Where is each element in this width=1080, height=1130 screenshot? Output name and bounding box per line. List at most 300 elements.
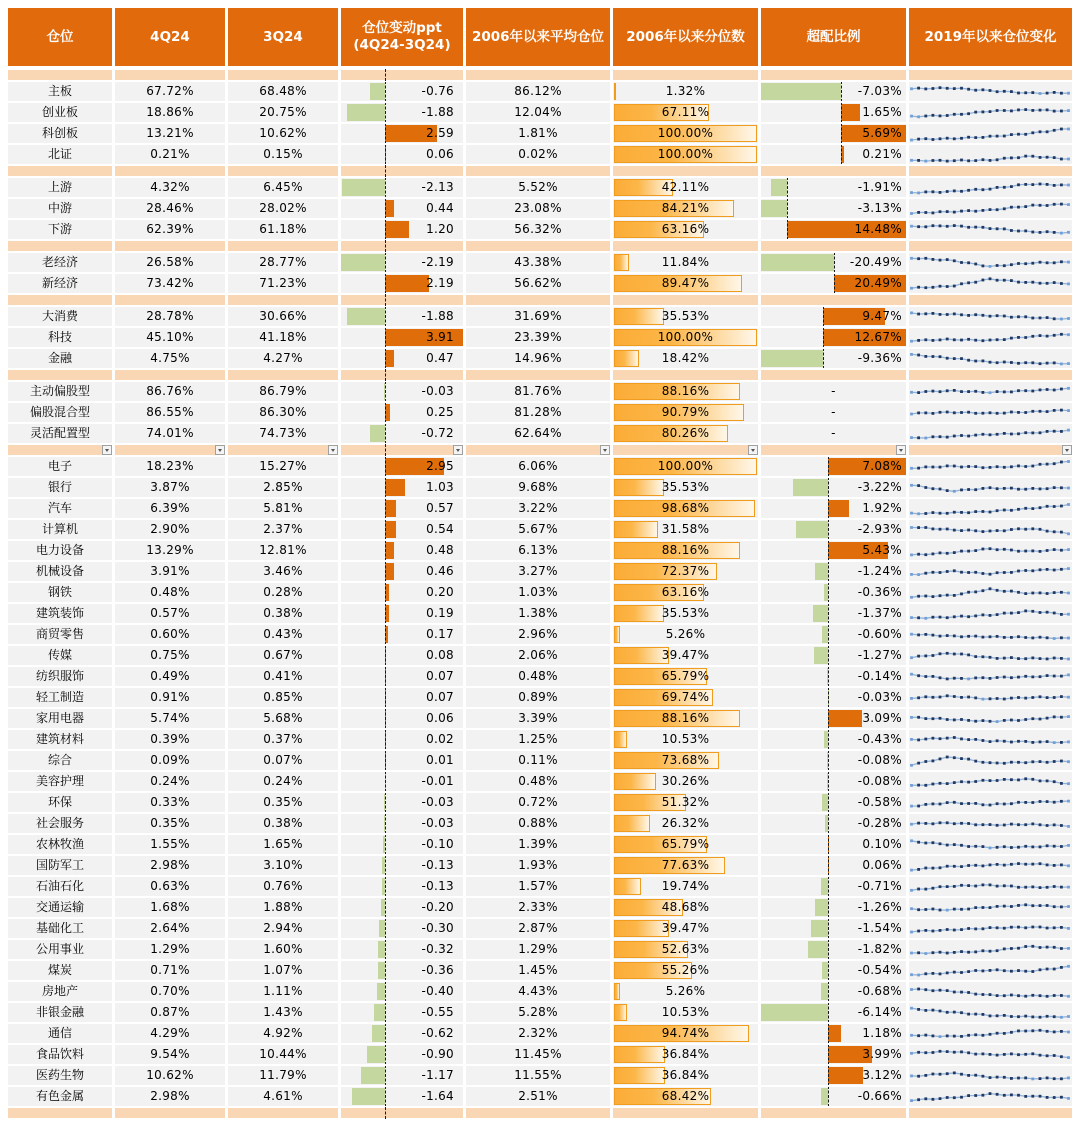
q3-value: 0.24% [228, 772, 338, 791]
separator-cell [8, 1108, 112, 1118]
change-value: 0.06 [426, 147, 454, 161]
change-cell [341, 457, 463, 476]
zero-axis [828, 751, 829, 770]
row-label: 有色金属 [8, 1087, 112, 1106]
change-cell [341, 877, 463, 896]
separator-cell [115, 70, 225, 80]
col-header-average: 2006年以来平均仓位 [466, 8, 610, 66]
separator-cell [8, 295, 112, 305]
zero-axis [385, 103, 386, 122]
overweight-value: 14.48% [854, 222, 902, 236]
percentile-value: 51.32% [661, 795, 710, 809]
q3-value: 0.07% [228, 751, 338, 770]
zero-axis [828, 646, 829, 665]
percentile-cell [613, 625, 758, 644]
change-cell [341, 961, 463, 980]
zero-axis [828, 877, 829, 896]
sparkline [909, 520, 1072, 539]
row-label: 机械设备 [8, 562, 112, 581]
row-label: 大消费 [8, 307, 112, 326]
overweight-value: -0.14% [857, 669, 902, 683]
percentile-value: 30.26% [661, 774, 710, 788]
q3-value: 0.76% [228, 877, 338, 896]
sparkline [909, 541, 1072, 560]
change-cell [341, 751, 463, 770]
q4-value: 73.42% [115, 274, 225, 293]
zero-axis [385, 793, 386, 812]
q4-value: 4.29% [115, 1024, 225, 1043]
change-value: -0.55 [421, 1005, 454, 1019]
sparkline-cell [909, 688, 1072, 707]
table-row [8, 856, 1072, 875]
q3-value: 0.28% [228, 583, 338, 602]
row-label: 下游 [8, 220, 112, 239]
change-cell [341, 793, 463, 812]
percentile-bar [614, 731, 627, 748]
change-cell [341, 583, 463, 602]
filter-button[interactable] [1062, 445, 1072, 455]
row-label: 食品饮料 [8, 1045, 112, 1064]
q3-value: 28.77% [228, 253, 338, 272]
percentile-value: 100.00% [657, 126, 714, 140]
filter-button[interactable] [896, 445, 906, 455]
percentile-cell [613, 709, 758, 728]
overweight-value: 1.65% [862, 105, 902, 119]
percentile-cell [613, 103, 758, 122]
sparkline-cell [909, 583, 1072, 602]
change-cell [341, 688, 463, 707]
row-label: 金融 [8, 349, 112, 368]
change-value: 0.19 [426, 606, 454, 620]
percentile-value: 11.84% [661, 255, 710, 269]
row-label: 钢铁 [8, 583, 112, 602]
zero-axis [385, 328, 386, 347]
percentile-value: 80.26% [661, 426, 710, 440]
q3-value: 4.61% [228, 1087, 338, 1106]
overweight-value: -9.36% [857, 351, 902, 365]
sparkline-cell [909, 1045, 1072, 1064]
overweight-value: 1.92% [862, 501, 902, 515]
separator-cell [761, 370, 906, 380]
change-value: -0.90 [421, 1047, 454, 1061]
sparkline-cell [909, 274, 1072, 293]
overweight-bar [828, 500, 849, 517]
sparkline-cell [909, 178, 1072, 197]
avg-value: 1.03% [466, 583, 610, 602]
overweight-cell [761, 478, 906, 497]
change-cell [341, 730, 463, 749]
separator-cell [466, 241, 610, 251]
table-row [8, 178, 1072, 197]
q3-value: 74.73% [228, 424, 338, 443]
overweight-cell [761, 793, 906, 812]
overweight-cell [761, 772, 906, 791]
row-label: 老经济 [8, 253, 112, 272]
table-row [8, 82, 1072, 101]
percentile-cell [613, 520, 758, 539]
zero-axis [385, 294, 386, 306]
percentile-value: 89.47% [661, 276, 710, 290]
avg-value: 56.32% [466, 220, 610, 239]
row-label: 环保 [8, 793, 112, 812]
overweight-cell [761, 982, 906, 1001]
q4-value: 0.48% [115, 583, 225, 602]
separator-cell [341, 445, 463, 455]
percentile-cell [613, 382, 758, 401]
q4-value: 0.60% [115, 625, 225, 644]
overweight-bar [828, 710, 862, 727]
q4-value: 13.21% [115, 124, 225, 143]
change-value: -0.10 [421, 837, 454, 851]
change-value: -2.19 [421, 255, 454, 269]
percentile-cell [613, 541, 758, 560]
sparkline [909, 457, 1072, 476]
change-value: 0.01 [426, 753, 454, 767]
avg-value: 0.72% [466, 793, 610, 812]
table-row [8, 424, 1072, 443]
filter-button[interactable] [102, 445, 112, 455]
sparkline-cell [909, 478, 1072, 497]
overweight-cell [761, 145, 906, 164]
sparkline [909, 730, 1072, 749]
table-row [8, 403, 1072, 422]
filter-button[interactable] [215, 445, 225, 455]
zero-axis [385, 1045, 386, 1064]
overweight-cell [761, 82, 906, 101]
zero-axis [385, 1087, 386, 1106]
sparkline [909, 982, 1072, 1001]
avg-value: 2.96% [466, 625, 610, 644]
change-cell [341, 709, 463, 728]
table-row [8, 793, 1072, 812]
zero-axis [385, 1066, 386, 1085]
overweight-value: -0.36% [857, 585, 902, 599]
q4-value: 18.86% [115, 103, 225, 122]
overweight-cell [761, 898, 906, 917]
table-body [8, 70, 1072, 1118]
zero-axis [385, 478, 386, 497]
sparkline [909, 625, 1072, 644]
q4-value: 74.01% [115, 424, 225, 443]
table-row [8, 835, 1072, 854]
table-row [8, 1024, 1072, 1043]
zero-axis [828, 562, 829, 581]
percentile-bar [614, 521, 658, 538]
change-value: -0.13 [421, 879, 454, 893]
percentile-cell [613, 424, 758, 443]
percentile-cell [613, 919, 758, 938]
change-value: -0.13 [421, 858, 454, 872]
sparkline [909, 124, 1072, 143]
zero-axis [385, 444, 386, 456]
change-cell [341, 424, 463, 443]
q4-value: 3.87% [115, 478, 225, 497]
row-label: 农林牧渔 [8, 835, 112, 854]
change-bar [361, 1067, 384, 1084]
zero-axis [385, 240, 386, 252]
change-value: 0.44 [426, 201, 454, 215]
zero-axis [823, 349, 824, 368]
percentile-cell [613, 856, 758, 875]
change-cell [341, 940, 463, 959]
zero-axis [828, 898, 829, 917]
overweight-bar [796, 521, 828, 538]
overweight-value: 1.18% [862, 1026, 902, 1040]
percentile-value: 5.26% [665, 627, 706, 641]
overweight-value: -0.71% [857, 879, 902, 893]
overweight-cell [761, 688, 906, 707]
sparkline [909, 382, 1072, 401]
avg-value: 5.67% [466, 520, 610, 539]
percentile-bar [614, 350, 639, 367]
sparkline [909, 604, 1072, 623]
percentile-value: 52.63% [661, 942, 710, 956]
separator-cell [8, 70, 112, 80]
percentile-bar [614, 647, 669, 664]
overweight-cell [761, 103, 906, 122]
zero-axis [385, 145, 386, 164]
group-separator [8, 241, 1072, 251]
zero-axis [828, 919, 829, 938]
change-value: -2.13 [421, 180, 454, 194]
zero-axis [385, 751, 386, 770]
avg-value: 1.57% [466, 877, 610, 896]
sparkline-cell [909, 793, 1072, 812]
change-cell [341, 919, 463, 938]
separator-cell [466, 445, 610, 455]
change-bar [385, 563, 394, 580]
chevron-down-icon [751, 449, 755, 452]
filter-button[interactable] [748, 445, 758, 455]
change-cell [341, 646, 463, 665]
change-cell [341, 220, 463, 239]
table-row [8, 919, 1072, 938]
zero-axis [385, 1024, 386, 1043]
q3-value: 5.68% [228, 709, 338, 728]
sparkline [909, 424, 1072, 443]
overweight-value: -0.43% [857, 732, 902, 746]
overweight-value: -0.03% [857, 690, 902, 704]
q4-value: 4.75% [115, 349, 225, 368]
overweight-cell [761, 220, 906, 239]
separator-cell [115, 295, 225, 305]
percentile-cell [613, 457, 758, 476]
zero-axis [385, 730, 386, 749]
sparkline-cell [909, 82, 1072, 101]
group-separator [8, 166, 1072, 176]
zero-axis [385, 307, 386, 326]
percentile-value: 19.74% [661, 879, 710, 893]
zero-axis [828, 604, 829, 623]
change-cell [341, 403, 463, 422]
separator-cell [228, 295, 338, 305]
row-label: 主动偏股型 [8, 382, 112, 401]
zero-axis [828, 457, 829, 476]
zero-axis [385, 982, 386, 1001]
q4-value: 2.64% [115, 919, 225, 938]
filter-button[interactable] [328, 445, 338, 455]
overweight-cell [761, 877, 906, 896]
q4-value: 0.70% [115, 982, 225, 1001]
change-value: -0.03 [421, 384, 454, 398]
table-row [8, 709, 1072, 728]
separator-cell [115, 445, 225, 455]
zero-axis [385, 382, 386, 401]
q3-value: 1.60% [228, 940, 338, 959]
row-label: 石油石化 [8, 877, 112, 896]
percentile-cell [613, 961, 758, 980]
avg-value: 1.81% [466, 124, 610, 143]
q3-value: 2.85% [228, 478, 338, 497]
zero-axis [828, 541, 829, 560]
sparkline-cell [909, 382, 1072, 401]
overweight-bar [761, 83, 841, 100]
row-label: 国防军工 [8, 856, 112, 875]
percentile-value: 67.11% [661, 105, 710, 119]
overweight-value: -0.54% [857, 963, 902, 977]
avg-value: 0.48% [466, 667, 610, 686]
avg-value: 5.28% [466, 1003, 610, 1022]
table-row [8, 898, 1072, 917]
sparkline [909, 919, 1072, 938]
avg-value: 2.33% [466, 898, 610, 917]
avg-value: 2.87% [466, 919, 610, 938]
separator-cell [761, 166, 906, 176]
zero-axis [385, 69, 386, 81]
percentile-cell [613, 307, 758, 326]
zero-axis [385, 82, 386, 101]
change-value: -1.88 [421, 309, 454, 323]
sparkline-cell [909, 145, 1072, 164]
q3-value: 2.37% [228, 520, 338, 539]
zero-axis [828, 814, 829, 833]
row-label: 煤炭 [8, 961, 112, 980]
zero-axis [787, 178, 788, 197]
avg-value: 14.96% [466, 349, 610, 368]
avg-value: 11.45% [466, 1045, 610, 1064]
change-bar [377, 983, 385, 1000]
change-value: -0.03 [421, 795, 454, 809]
zero-axis [828, 583, 829, 602]
percentile-value: 98.68% [661, 501, 710, 515]
sparkline-cell [909, 124, 1072, 143]
avg-value: 3.27% [466, 562, 610, 581]
filter-button[interactable] [600, 445, 610, 455]
change-bar [374, 1004, 385, 1021]
change-cell [341, 328, 463, 347]
sparkline-cell [909, 199, 1072, 218]
percentile-bar [614, 605, 664, 622]
q4-value: 26.58% [115, 253, 225, 272]
avg-value: 5.52% [466, 178, 610, 197]
avg-value: 6.13% [466, 541, 610, 560]
sparkline-cell [909, 499, 1072, 518]
change-value: 2.19 [426, 276, 454, 290]
q3-value: 1.11% [228, 982, 338, 1001]
change-cell [341, 349, 463, 368]
zero-axis [385, 1003, 386, 1022]
zero-axis [385, 165, 386, 177]
q3-value: 10.44% [228, 1045, 338, 1064]
table-row [8, 274, 1072, 293]
avg-value: 2.51% [466, 1087, 610, 1106]
sparkline-cell [909, 982, 1072, 1001]
percentile-cell [613, 982, 758, 1001]
change-value: 0.07 [426, 690, 454, 704]
group-separator [8, 445, 1072, 455]
percentile-cell [613, 814, 758, 833]
table-header [8, 8, 1072, 66]
row-label: 电力设备 [8, 541, 112, 560]
sparkline-cell [909, 961, 1072, 980]
zero-axis [841, 145, 842, 164]
overweight-cell [761, 541, 906, 560]
sparkline-cell [909, 520, 1072, 539]
zero-axis [828, 520, 829, 539]
change-bar [385, 221, 409, 238]
zero-axis [385, 604, 386, 623]
separator-cell [8, 445, 112, 455]
percentile-bar [614, 1067, 665, 1084]
table-row [8, 382, 1072, 401]
separator-cell [228, 1108, 338, 1118]
percentile-cell [613, 1066, 758, 1085]
q4-value: 0.87% [115, 1003, 225, 1022]
q4-value: 28.46% [115, 199, 225, 218]
change-value: -1.88 [421, 105, 454, 119]
filter-button[interactable] [453, 445, 463, 455]
avg-value: 0.48% [466, 772, 610, 791]
zero-axis [834, 274, 835, 293]
percentile-cell [613, 124, 758, 143]
chevron-down-icon [218, 449, 222, 452]
table-row [8, 457, 1072, 476]
sparkline [909, 1003, 1072, 1022]
separator-cell [228, 241, 338, 251]
table-row [8, 328, 1072, 347]
table-row [8, 307, 1072, 326]
percentile-value: 1.32% [665, 84, 706, 98]
change-value: -0.76 [421, 84, 454, 98]
overweight-bar [761, 254, 834, 271]
zero-axis [385, 940, 386, 959]
percentile-cell [613, 688, 758, 707]
row-label: 建筑装饰 [8, 604, 112, 623]
percentile-value: 48.68% [661, 900, 710, 914]
change-value: -1.64 [421, 1089, 454, 1103]
percentile-value: 42.11% [661, 180, 710, 194]
sparkline-cell [909, 1024, 1072, 1043]
avg-value: 81.28% [466, 403, 610, 422]
q4-value: 45.10% [115, 328, 225, 347]
row-label: 灵活配置型 [8, 424, 112, 443]
change-value: 2.95 [426, 459, 454, 473]
sparkline [909, 940, 1072, 959]
table-row [8, 1003, 1072, 1022]
q3-value: 41.18% [228, 328, 338, 347]
table-row [8, 220, 1072, 239]
overweight-bar [761, 200, 787, 217]
percentile-value: 84.21% [661, 201, 710, 215]
row-label: 商贸零售 [8, 625, 112, 644]
sparkline-cell [909, 772, 1072, 791]
q3-value: 15.27% [228, 457, 338, 476]
sparkline-cell [909, 253, 1072, 272]
q3-value: 0.85% [228, 688, 338, 707]
table-row [8, 1087, 1072, 1106]
change-value: -0.72 [421, 426, 454, 440]
q4-value: 0.24% [115, 772, 225, 791]
